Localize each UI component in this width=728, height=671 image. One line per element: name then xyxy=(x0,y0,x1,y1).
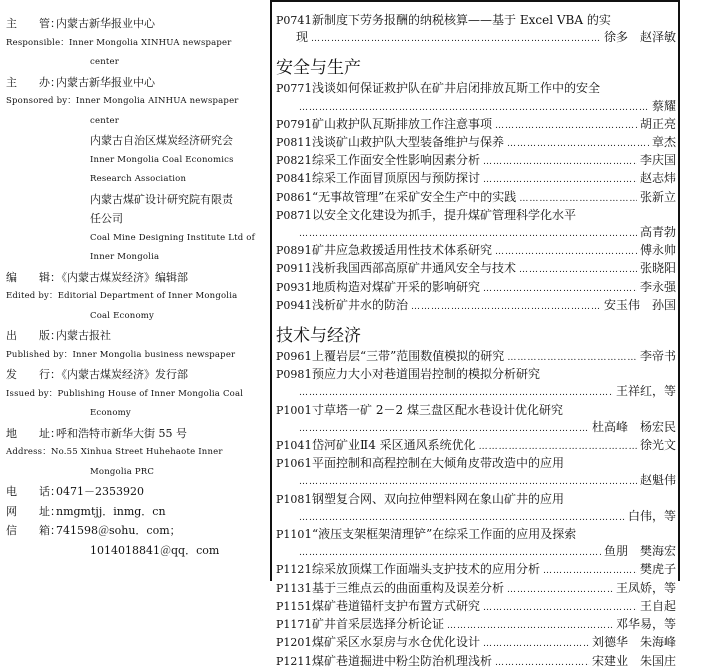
address-row xyxy=(6,424,264,444)
address-en-row-2 xyxy=(6,463,264,483)
leader-dots xyxy=(483,281,637,297)
cohost-1-en-value: Inner Mongolia Coal Economics xyxy=(90,154,234,165)
leader-dots xyxy=(299,474,637,490)
publisher-value: 内蒙古报社 xyxy=(56,329,111,342)
toc-title: 1上覆岩层“三带”范围数值模拟的研究 xyxy=(304,349,505,364)
toc-title: 1浅谈如何保证救护队在矿井启闭排放瓦斯工作中的安全 xyxy=(304,81,601,96)
editor-row xyxy=(6,268,264,288)
toc-title: 1预应力大小对巷道围岩控制的模拟分析研究 xyxy=(304,367,541,382)
toc-author: 胡正亮 xyxy=(639,116,676,131)
web-value: nmgmtjj．inmg．cn xyxy=(56,504,166,518)
toc-page: P104 xyxy=(276,439,305,453)
leader-dots xyxy=(447,618,613,634)
toc-page: P084 xyxy=(276,172,305,186)
publisher-label: 出 版： xyxy=(6,329,61,342)
toc-author: 高青勃 xyxy=(639,225,676,240)
leader-dots xyxy=(495,244,637,260)
toc-entry[interactable] xyxy=(276,279,676,297)
masthead-info xyxy=(6,14,264,560)
toc-title: 1岱河矿业Ⅱ4 采区通风系统优化 xyxy=(304,438,476,453)
toc-title: 1“液压支架框架清理铲”在综采工作面的应用及探索 xyxy=(304,527,577,542)
issued-en-value-2: Economy xyxy=(90,408,131,418)
toc-page: P093 xyxy=(276,280,305,294)
toc-entry[interactable] xyxy=(276,653,676,671)
cohost-2-row xyxy=(6,190,264,210)
host-label: 主 办： xyxy=(6,75,61,89)
section-heading: 技术与经济 xyxy=(276,326,361,347)
toc-author: 安玉伟 孙国 xyxy=(603,297,676,312)
leader-dots xyxy=(507,582,613,598)
toc-entry[interactable] xyxy=(276,189,676,207)
toc-entry[interactable] xyxy=(276,616,676,634)
toc-page: P115 xyxy=(276,599,305,613)
toc-title: 1钢塑复合网、双向拉伸塑料网在象山矿井的应用 xyxy=(304,491,565,506)
address-value: 呼和浩特市新华大街 55 号 xyxy=(56,426,187,440)
leader-dots xyxy=(311,31,601,47)
email-row xyxy=(6,521,264,541)
web-row xyxy=(6,502,264,522)
responsible-en-value: Inner Mongolia XINHUA newspaper xyxy=(69,37,232,48)
issued-en-row-2 xyxy=(6,404,264,424)
address-en-value: No.55 Xinhua Street Huhehaote Inner xyxy=(50,447,223,457)
leader-dots xyxy=(495,655,589,671)
toc-entry[interactable] xyxy=(276,80,676,115)
sponsored-en-value-2: center xyxy=(90,115,119,126)
toc-title: 1综采工作面冒顶原因与预防探讨 xyxy=(304,171,481,186)
toc-title-cont: 现 xyxy=(296,30,309,45)
edited-en-label: Edited by： xyxy=(6,291,58,301)
toc-author: 杜高峰 杨宏民 xyxy=(591,419,676,434)
edited-en-value-2: Coal Economy xyxy=(90,310,155,321)
toc-entry[interactable] xyxy=(276,12,676,47)
toc-entry[interactable] xyxy=(276,455,676,490)
toc-page: P082 xyxy=(276,154,305,168)
toc-page: P100 xyxy=(276,403,305,417)
cohost-2-en-row-2 xyxy=(6,248,264,268)
toc-entry[interactable] xyxy=(276,402,676,437)
toc-entry[interactable] xyxy=(276,242,676,260)
cohost-2-row-b xyxy=(6,209,264,229)
toc-title: 1矿井首采层选择分析论证 xyxy=(304,617,445,632)
toc-page: P081 xyxy=(276,136,305,150)
leader-dots xyxy=(507,350,637,366)
published-en-row xyxy=(6,346,264,366)
toc-page: P110 xyxy=(276,528,305,542)
toc-author: 王凤娇，等 xyxy=(615,580,676,595)
toc-page: P112 xyxy=(276,563,305,577)
email-label: 信 箱： xyxy=(6,524,61,537)
sponsor-label: 主 管： xyxy=(6,17,61,30)
leader-dots xyxy=(495,118,637,134)
leader-dots xyxy=(483,172,637,188)
toc-author: 蔡耀 xyxy=(651,98,676,113)
toc-page: P086 xyxy=(276,190,305,204)
toc-author: 邓华易，等 xyxy=(615,617,676,632)
responsible-en-row xyxy=(6,34,264,54)
issued-en-value: Publishing House of Inner Mongolia Coal xyxy=(57,388,244,399)
toc-page: P089 xyxy=(276,244,305,258)
section-heading: 安全与生产 xyxy=(276,58,361,79)
toc-entry[interactable] xyxy=(276,598,676,616)
cohost-1-row xyxy=(6,131,264,151)
toc-entry[interactable] xyxy=(276,260,676,278)
toc-entry[interactable] xyxy=(276,348,676,366)
leader-dots xyxy=(299,385,613,401)
toc-author: 李帝书 xyxy=(639,349,676,364)
toc-author: 鱼朋 樊海宏 xyxy=(603,544,676,559)
toc-entry[interactable] xyxy=(276,437,676,455)
toc-author: 张新立 xyxy=(639,189,676,204)
editor-value: 《内蒙古煤炭经济》编辑部 xyxy=(56,270,188,284)
toc-title: 1以安全文化建设为抓手，提升煤矿管理科学化水平 xyxy=(304,207,577,222)
toc-entry[interactable] xyxy=(276,152,676,170)
edited-en-row xyxy=(6,287,264,307)
toc-author: 宋建业 朱国庄 xyxy=(591,653,676,668)
toc-page: P120 xyxy=(276,636,305,650)
toc-author: 白伟，等 xyxy=(627,508,676,523)
table-of-contents xyxy=(276,12,676,671)
toc-title: 1煤矿采区水泵房与水仓优化设计 xyxy=(304,635,481,650)
leader-dots xyxy=(299,510,625,526)
sponsor-value: 内蒙古新华报业中心 xyxy=(56,17,155,30)
toc-title: 1矿山救护队瓦斯排放工作注意事项 xyxy=(304,116,493,131)
edited-en-row-2 xyxy=(6,307,264,327)
toc-title: 1浅析矿井水的防治 xyxy=(304,297,409,312)
toc-author: 李永强 xyxy=(639,279,676,294)
toc-page: P096 xyxy=(276,350,305,364)
toc-entry[interactable] xyxy=(276,366,676,401)
toc-author: 刘德华 朱海峰 xyxy=(591,635,676,650)
phone-label: 电 话： xyxy=(6,485,61,498)
cohost-2-value-b: 任公司 xyxy=(90,212,123,225)
toc-entry[interactable] xyxy=(276,491,676,526)
toc-page: P094 xyxy=(276,298,305,312)
toc-entry[interactable] xyxy=(276,170,676,188)
issued-en-row xyxy=(6,385,264,405)
leader-dots xyxy=(519,262,637,278)
issuer-value: 《内蒙古煤炭经济》发行部 xyxy=(56,368,188,381)
toc-page: P087 xyxy=(276,208,305,222)
toc-entry[interactable] xyxy=(276,297,676,315)
column-divider-right xyxy=(678,0,680,581)
cohost-1-en-row-2 xyxy=(6,170,264,190)
leader-dots xyxy=(299,226,637,242)
toc-title: 1寸草塔一矿 2－2 煤三盘区配水巷设计优化研究 xyxy=(304,402,563,417)
cohost-2-value: 内蒙古煤矿设计研究院有限责 xyxy=(90,192,233,206)
toc-author: 王自起 xyxy=(639,598,676,613)
toc-author: 徐光文 xyxy=(639,438,676,453)
sponsored-en-row xyxy=(6,92,264,112)
phone-row xyxy=(6,482,264,502)
cohost-2-en-value: Coal Mine Designing Institute Ltd of xyxy=(90,232,255,243)
top-rule xyxy=(270,0,678,2)
toc-page: P106 xyxy=(276,457,305,471)
phone-value: 0471－2353920 xyxy=(56,485,144,498)
leader-dots xyxy=(483,636,589,652)
leader-dots xyxy=(483,154,637,170)
toc-page: P098 xyxy=(276,368,305,382)
email-value-2: 1014018841＠qq．com xyxy=(90,543,220,557)
leader-dots xyxy=(483,600,637,616)
toc-author: 张晓阳 xyxy=(639,261,676,276)
sponsored-en-value: Inner Mongolia AINHUA newspaper xyxy=(75,96,239,106)
column-divider-left xyxy=(270,0,272,581)
toc-page: P074 xyxy=(276,14,305,27)
leader-dots xyxy=(519,191,637,207)
sponsored-en-label: Sponsored by： xyxy=(6,96,76,106)
cohost-1-en-row xyxy=(6,151,264,171)
editor-label: 编 辑： xyxy=(6,270,61,284)
toc-entry[interactable] xyxy=(276,561,676,579)
cohost-2-en-value-2: Inner Mongolia xyxy=(90,252,160,262)
responsible-en-row-2 xyxy=(6,53,264,73)
toc-title: 1地质构造对煤矿开采的影响研究 xyxy=(304,279,481,294)
leader-dots xyxy=(299,421,589,437)
published-en-label: Published by： xyxy=(6,349,73,360)
toc-author: 樊虎子 xyxy=(639,562,676,577)
toc-title: 1综采放顶煤工作面端头支护技术的应用分析 xyxy=(304,562,541,577)
sponsored-en-row-2 xyxy=(6,112,264,132)
address-en-label: Address： xyxy=(6,447,51,457)
publisher-row xyxy=(6,326,264,346)
toc-author: 李庆国 xyxy=(639,153,676,168)
toc-author: 王祥红，等 xyxy=(615,384,676,399)
toc-title: 1煤矿巷道锚杆支护布置方式研究 xyxy=(304,598,481,613)
toc-page: P121 xyxy=(276,654,305,668)
leader-dots xyxy=(299,100,649,116)
cohost-1-value: 内蒙古自治区煤炭经济研究会 xyxy=(90,134,233,147)
toc-entry[interactable] xyxy=(276,134,676,152)
toc-entry[interactable] xyxy=(276,526,676,561)
leader-dots xyxy=(507,136,649,152)
leader-dots xyxy=(543,563,637,579)
toc-title: 1煤矿巷道掘进中粉尘防治机理浅析 xyxy=(304,653,493,668)
email-row-2 xyxy=(6,541,264,561)
responsible-en-label: Responsible： xyxy=(6,37,69,48)
toc-entry[interactable] xyxy=(276,580,676,598)
toc-title: 1综采工作面安全性影响因素分析 xyxy=(304,153,481,168)
host-row xyxy=(6,73,264,93)
cohost-2-en-row xyxy=(6,229,264,249)
leader-dots xyxy=(411,299,601,315)
toc-author: 傅永帅 xyxy=(639,243,676,258)
toc-title: 1浅谈矿山救护队大型装备维护与保养 xyxy=(304,135,505,150)
toc-page: P117 xyxy=(276,618,305,632)
leader-dots xyxy=(479,439,637,455)
sponsor-row xyxy=(6,14,264,34)
toc-author: 徐多 赵泽敏 xyxy=(603,30,676,45)
toc-title: 1浅析我国西部高原矿井通风安全与技术 xyxy=(304,261,517,276)
toc-author: 赵魁伟 xyxy=(639,473,676,488)
published-en-value: Inner Mongolia business newspaper xyxy=(72,349,236,360)
issuer-label: 发 行： xyxy=(6,368,61,381)
responsible-en-value-2: center xyxy=(90,57,119,67)
web-label: 网 址： xyxy=(6,504,61,518)
cohost-1-en-value-2: Research Association xyxy=(90,174,187,184)
toc-title: 1平面控制和高程控制在大倾角皮带改造中的应用 xyxy=(304,456,565,471)
toc-page: P113 xyxy=(276,581,305,595)
toc-page: P079 xyxy=(276,117,305,131)
address-en-row xyxy=(6,443,264,463)
leader-dots xyxy=(299,545,601,561)
toc-title: 1基于三维点云的曲面重构及误差分析 xyxy=(304,580,505,595)
toc-sections xyxy=(276,57,676,670)
toc-entry[interactable] xyxy=(276,207,676,242)
toc-title: 1“无事故管理”在采矿安全生产中的实践 xyxy=(304,189,517,204)
toc-page: P108 xyxy=(276,492,305,506)
email-value: 741598＠sohu．com； xyxy=(56,524,181,537)
toc-page: P077 xyxy=(276,82,305,96)
toc-page: P091 xyxy=(276,262,305,276)
toc-author: 章杰 xyxy=(651,135,676,150)
edited-en-value: Editorial Department of Inner Mongolia xyxy=(57,291,238,301)
host-value: 内蒙古新华报业中心 xyxy=(56,75,155,89)
issuer-row xyxy=(6,365,264,385)
toc-entry[interactable] xyxy=(276,116,676,134)
address-label: 地 址： xyxy=(6,426,61,440)
address-en-value-2: Mongolia PRC xyxy=(90,466,155,477)
issued-en-label: Issued by： xyxy=(6,388,58,399)
toc-entry[interactable] xyxy=(276,634,676,652)
toc-title: 1矿井应急救援适用性技术体系研究 xyxy=(304,243,493,258)
toc-title: 1新制度下劳务报酬的纳税核算——基于 Excel VBA 的实 xyxy=(304,13,611,27)
toc-author: 赵志炜 xyxy=(639,171,676,186)
